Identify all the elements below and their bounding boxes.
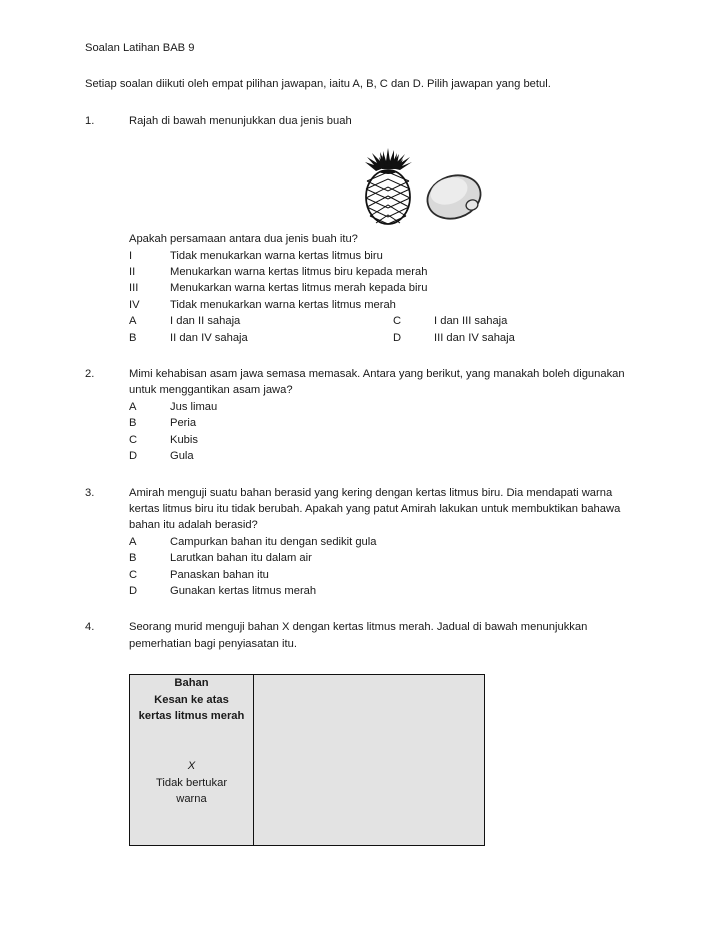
document-body xyxy=(85,40,643,846)
table-observation-line-2: warna xyxy=(176,793,207,806)
question-3-stem: Amirah menguji suatu bahan berasid yang kering dengan kertas litmus biru. Dia mendapati warna kertas litmus biru itu tidak berubah. Apakah yang patut Amirah lakukan untuk membuktikan bahawa bahan itu adalah berasid? xyxy=(129,486,621,532)
question-2 xyxy=(85,366,643,464)
two-fruits-illustration xyxy=(129,135,643,231)
statement-row xyxy=(129,280,643,296)
lime-icon xyxy=(422,169,486,226)
answer-option-d[interactable] xyxy=(393,330,643,346)
answer-option-b-text: Larutkan bahan itu dalam air xyxy=(170,552,312,565)
table-header-line-3: kertas litmus merah xyxy=(138,709,245,722)
question-3-number: 3. xyxy=(85,486,95,499)
answer-option-a-text: Jus limau xyxy=(170,400,218,413)
table-cell-spacer xyxy=(130,724,253,758)
answer-option-b[interactable] xyxy=(129,330,393,346)
statement-row xyxy=(129,297,643,313)
pineapple-icon xyxy=(365,148,412,224)
page-title: Soalan Latihan BAB 9 xyxy=(85,42,195,54)
answer-option-a[interactable] xyxy=(129,399,643,415)
statement-text: Menukarkan warna kertas litmus merah kepada biru xyxy=(170,282,428,295)
answer-option-row xyxy=(129,330,643,346)
answer-option-b[interactable] xyxy=(129,415,643,431)
question-4 xyxy=(85,619,643,652)
answer-option-a-key: A xyxy=(129,315,137,328)
table-row xyxy=(130,675,485,846)
answer-option-c[interactable] xyxy=(129,432,643,448)
statement-text: Tidak menukarkan warna kertas litmus biru xyxy=(170,249,383,262)
answer-option-a-key: A xyxy=(129,400,137,413)
instruction-text: Setiap soalan diikuti oleh empat pilihan jawapan, iaitu A, B, C dan D. Pilih jawapan yang betul. xyxy=(85,78,551,91)
question-1-sub-stem: Apakah persamaan antara dua jenis buah itu? xyxy=(129,233,358,246)
answer-option-c-key: C xyxy=(393,315,402,328)
question-4-stem: Seorang murid menguji bahan X dengan kertas litmus merah. Jadual di bawah menunjukkan pemerhatian bagi penyiasatan itu. xyxy=(129,621,588,650)
answer-option-b-text: Peria xyxy=(170,417,197,430)
answer-option-c-key: C xyxy=(129,568,138,581)
table-cell-empty xyxy=(254,675,485,846)
answer-option-c-text: I dan III sahaja xyxy=(434,315,508,328)
statement-text: Menukarkan warna kertas litmus biru kepada merah xyxy=(170,266,428,279)
question-1-number: 1. xyxy=(85,114,95,127)
answer-option-c[interactable] xyxy=(393,313,643,329)
table-observation-line-1: Tidak bertukar xyxy=(155,776,228,789)
observation-table xyxy=(129,674,485,846)
statement-row xyxy=(129,264,643,280)
observation-table-wrapper xyxy=(129,674,643,846)
answer-option-a-text: I dan II sahaja xyxy=(170,315,241,328)
answer-option-d-key: D xyxy=(129,584,138,597)
answer-option-b[interactable] xyxy=(129,550,643,566)
answer-option-a-key: A xyxy=(129,535,137,548)
answer-option-d-text: Gunakan kertas litmus merah xyxy=(170,584,317,597)
answer-option-b-key: B xyxy=(129,331,137,344)
answer-option-c[interactable] xyxy=(129,567,643,583)
table-header-line-2: Kesan ke atas xyxy=(154,693,229,706)
answer-option-a[interactable] xyxy=(129,313,393,329)
table-cell-material xyxy=(130,675,254,846)
answer-option-d[interactable] xyxy=(129,583,643,599)
statement-key: III xyxy=(129,282,139,295)
answer-option-d-text: Gula xyxy=(170,450,194,463)
answer-option-c-text: Kubis xyxy=(170,433,198,446)
answer-option-c-text: Panaskan bahan itu xyxy=(170,568,269,581)
question-1 xyxy=(85,113,643,346)
answer-option-d-key: D xyxy=(393,331,402,344)
question-4-number: 4. xyxy=(85,621,95,634)
answer-option-c-key: C xyxy=(129,433,138,446)
question-1-body xyxy=(129,113,643,346)
question-3 xyxy=(85,485,643,600)
answer-option-d-text: III dan IV sahaja xyxy=(434,331,515,344)
question-1-stem: Rajah di bawah menunjukkan dua jenis buah xyxy=(129,114,352,127)
answer-option-a[interactable] xyxy=(129,534,643,550)
answer-option-b-key: B xyxy=(129,417,137,430)
answer-option-a-text: Campurkan bahan itu dengan sedikit gula xyxy=(170,535,377,548)
statement-key: II xyxy=(129,266,136,279)
question-2-body xyxy=(129,366,643,464)
statement-key: IV xyxy=(129,298,140,311)
answer-option-d-key: D xyxy=(129,450,138,463)
statement-text: Tidak menukarkan warna kertas litmus merah xyxy=(170,298,396,311)
answer-option-row xyxy=(129,313,643,329)
table-sample-label: X xyxy=(187,760,196,773)
statement-key: I xyxy=(129,249,133,262)
answer-option-d[interactable] xyxy=(129,448,643,464)
statement-row xyxy=(129,248,643,264)
question-2-stem: Mimi kehabisan asam jawa semasa memasak. Antara yang berikut, yang manakah boleh digunakan untuk menggantikan asam jawa? xyxy=(129,368,625,397)
answer-option-b-key: B xyxy=(129,552,137,565)
answer-option-b-text: II dan IV sahaja xyxy=(170,331,248,344)
question-3-body xyxy=(129,485,643,600)
question-2-number: 2. xyxy=(85,368,95,381)
question-4-body xyxy=(129,619,643,652)
table-header-line-1: Bahan xyxy=(174,677,209,690)
